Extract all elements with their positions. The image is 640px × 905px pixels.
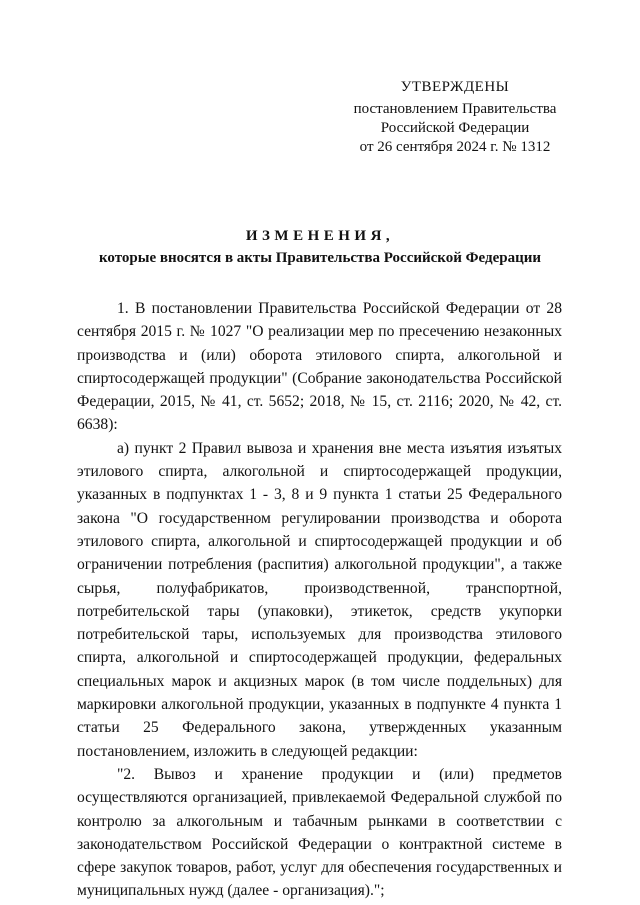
paragraph-3: "2. Вывоз и хранение продукции и (или) предметов осуществляются организацией, привлекаемой Федеральной службой по контролю за алкогольным и табачным рынками в соответствии с законодательством Российской Федерации о контрактной системе в сфере закупок товаров, работ, услуг для обеспечения государственных и муниципальных нужд (далее - организация)."; — [77, 765, 562, 900]
paragraph-2: а) пункт 2 Правил вывоза и хранения вне места изъятия изъятых этилового спирта, алкогольной и спиртосодержащей продукции, указанных в подпунктах 1 - 3, 8 и 9 пункта 1 статьи 25 Федерального закона "О государственном регулировании производства и оборота этилового спирта, алкогольной и спиртосодержащей продукции и об ограничении потребления (распития) алкогольной продукции", а также сырья, полуфабрикатов, производственной, транспортной, потребительской тары (упаковки), этикеток, средств укупорки потребительской тары, используемых для производства этилового спирта, алкогольной и спиртосодержащей продукции, федеральных специальных марок и акцизных марок (в том числе поддельных) для маркировки алкогольной продукции, указанных в подпункте 4 пункта 1 статьи 25 Федерального закона, утвержденных указанным постановлением, изложить в следующей редакции: — [77, 439, 562, 760]
document-body — [77, 297, 562, 903]
approval-line-3: от 26 сентября 2024 г. № 1312 — [359, 139, 551, 155]
document-subtitle: которые вносятся в акты Правительства Российской Федерации — [98, 250, 542, 266]
approval-line-1: постановлением Правительства — [353, 101, 557, 117]
approval-line-2: Российской Федерации — [380, 120, 530, 136]
document-title: ИЗМЕНЕНИЯ, — [245, 228, 395, 244]
approval-block — [340, 78, 570, 157]
approval-heading: УТВЕРЖДЕНЫ — [400, 79, 510, 95]
paragraph-1: 1. В постановлении Правительства Российской Федерации от 28 сентября 2015 г. № 1027 "О реализации мер по пресечению незаконных производства и (или) оборота этилового спирта, алкогольной и спиртосодержащей продукции" (Собрание законодательства Российской Федерации, 2015, № 41, ст. 5652; 2018, № 15, ст. 2116; 2020, № 42, ст. 6638): — [77, 300, 562, 434]
